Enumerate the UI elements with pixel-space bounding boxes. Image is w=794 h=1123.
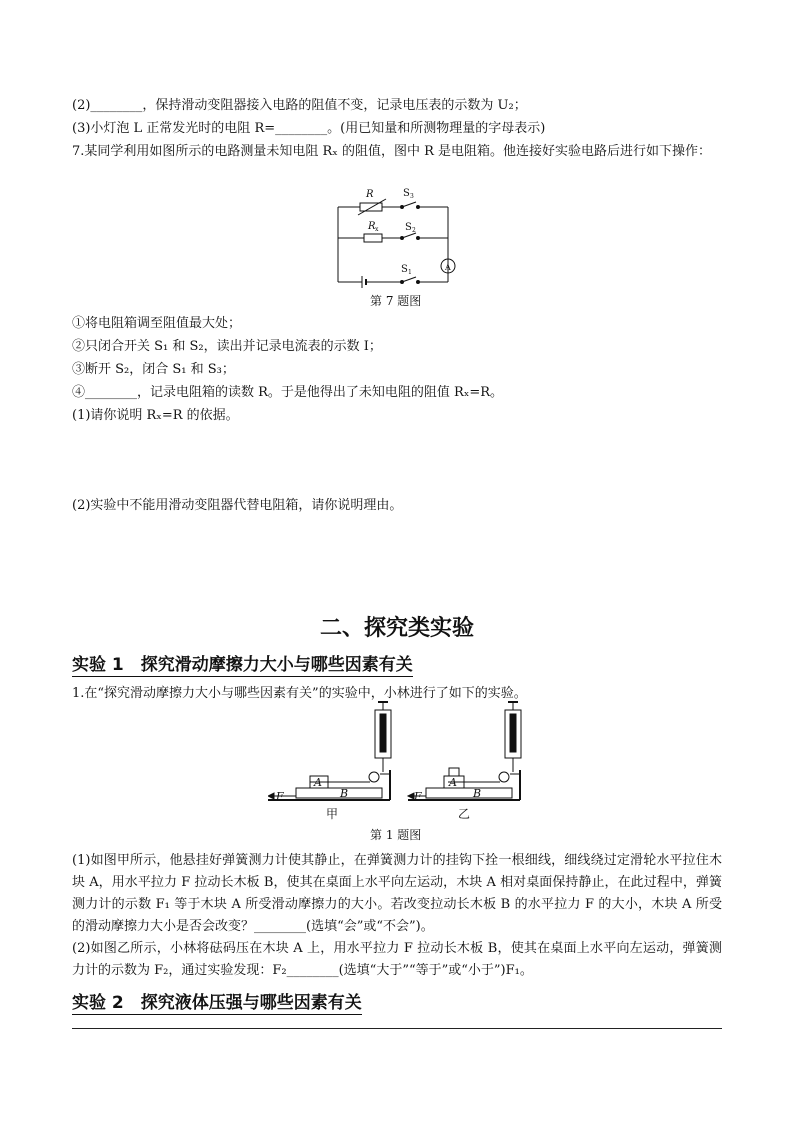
setup-yi	[408, 702, 521, 800]
q7-step-4: ④________，记录电阻箱的读数 R。于是他得出了未知电阻的阻值 Rₓ=R。	[72, 385, 504, 400]
label-s2-sub: 2	[412, 227, 416, 234]
label-s1-sub: 1	[408, 269, 412, 276]
exp2-title: 实验 2 探究液体压强与哪些因素有关	[72, 988, 362, 1015]
label-s3-sub: 3	[410, 193, 414, 200]
pulley-yi	[499, 772, 509, 782]
setup-jia	[268, 702, 391, 800]
pulley-jia	[369, 772, 379, 782]
q7-step-2: ②只闭合开关 S₁ 和 S₂，读出并记录电流表的示数 I；	[72, 339, 382, 354]
label-yi: 乙	[458, 807, 471, 821]
exp1-title: 实验 1 探究滑动摩擦力大小与哪些因素有关	[72, 650, 413, 677]
exp1-figure-caption: 第 1 题图	[370, 828, 422, 842]
label-jia: 甲	[326, 807, 339, 821]
q7-stem: 7.某同学利用如图所示的电路测量未知电阻 Rₓ 的阻值，图中 R 是电阻箱。他连接好实验电路后进行如下操作：	[72, 144, 712, 159]
q6-line3: (3)小灯泡 L 正常发光时的电阻 R=________。(用已知量和所测物理量的字母表示)	[72, 121, 546, 136]
label-rx-sub: x	[375, 226, 379, 233]
q7-figure-caption: 第 7 题图	[370, 294, 422, 308]
label-r: R	[366, 189, 374, 200]
board-b-yi	[426, 788, 512, 798]
switch-s3	[402, 202, 416, 207]
circuit-diagram	[330, 182, 470, 292]
label-s2: S	[405, 222, 412, 233]
section-title: 二、探究类实验	[319, 616, 474, 641]
label-f-yi: F	[414, 790, 422, 803]
exp1-p1: (1)如图甲所示，他悬挂好弹簧测力计使其静止，在弹簧测力计的挂钩下拴一根细线，细线绕过定滑轮水平拉住木块 A，用水平拉力 F 拉动长木板 B，使其在桌面上水平向左运动，木块 A 相对桌面保持静止，在此过程中，弹簧测力计的示数 F₁ 等于木块 A 所受滑动摩擦力的大小。若改变拉动长木板 B 的水平拉力 F 的大小，木块 A 所受的滑动摩擦力大小是否会改变？________(选填“会”或“不会”)。	[72, 853, 722, 934]
resistor-rx	[364, 234, 382, 242]
q7-sub1: (1)请你说明 Rₓ=R 的依据。	[72, 408, 239, 423]
exp1-q1-stem: 1.在“探究滑动摩擦力大小与哪些因素有关”的实验中，小林进行了如下的实验。	[72, 686, 527, 701]
q7-step-3: ③断开 S₂，闭合 S₁ 和 S₃；	[72, 362, 235, 377]
label-s1: S	[401, 264, 408, 275]
label-rx: R	[368, 221, 376, 232]
label-s3: S	[403, 188, 410, 199]
label-b-yi: B	[473, 787, 482, 800]
exp1-p2: (2)如图乙所示，小林将砝码压在木块 A 上，用水平拉力 F 拉动长木板 B，使其在桌面上水平向左运动，弹簧测力计的示数为 F₂，通过实验发现：F₂________(选填“大于”“等于”或“小于”)F₁。	[72, 941, 722, 978]
q7-sub2: (2)实验中不能用滑动变阻器代替电阻箱，请你说明理由。	[72, 498, 403, 513]
label-a-jia: A	[314, 776, 322, 789]
label-ammeter: A	[445, 263, 451, 272]
weight-yi	[449, 768, 459, 776]
label-b-jia: B	[340, 787, 349, 800]
label-a-yi: A	[449, 776, 457, 789]
divider	[72, 1028, 722, 1029]
switch-s1	[402, 277, 416, 282]
q7-step-1: ①将电阻箱调至阻值最大处；	[72, 316, 242, 331]
label-f-jia: F	[276, 790, 284, 803]
q6-line2: (2)________，保持滑动变阻器接入电路的阻值不变，记录电压表的示数为 U₂；	[72, 98, 527, 113]
board-b-jia	[296, 788, 382, 798]
friction-experiment-diagram	[268, 700, 530, 824]
